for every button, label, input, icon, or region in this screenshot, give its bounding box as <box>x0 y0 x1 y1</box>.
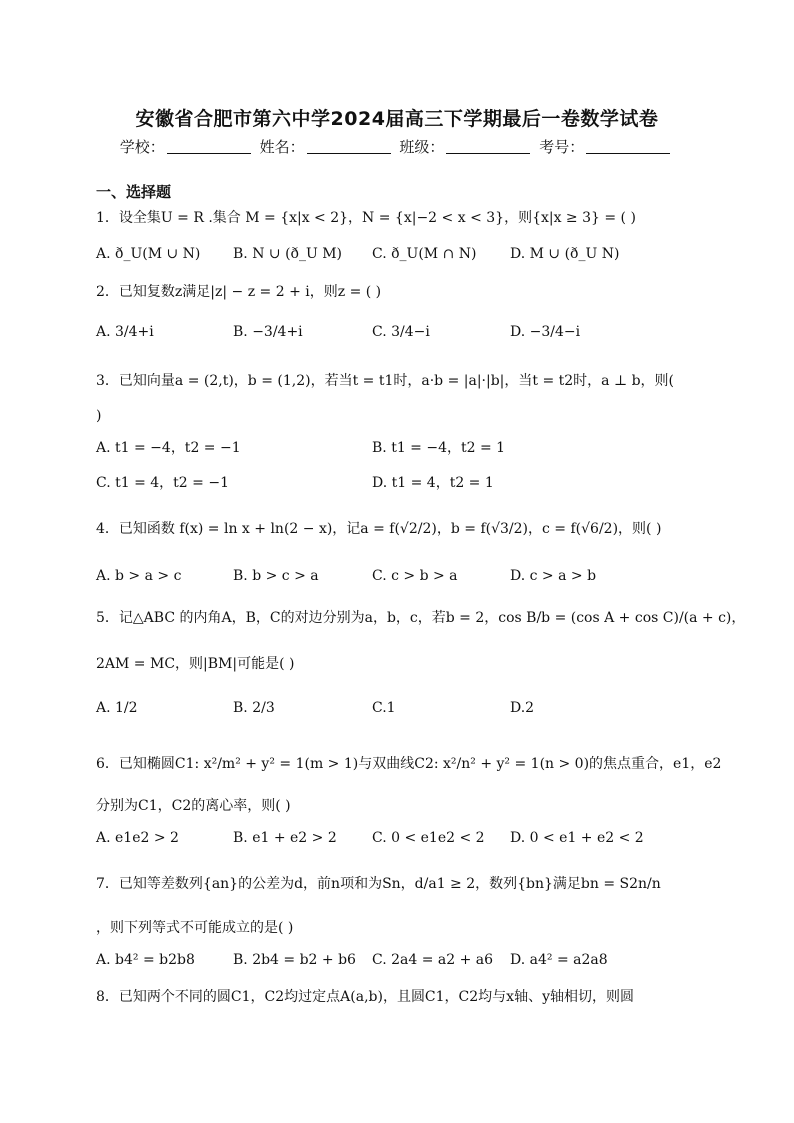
question-2-option-a[interactable]: A. 3/4+i <box>96 324 154 340</box>
question-4-option-a[interactable]: A. b > a > c <box>96 568 182 584</box>
section-heading: 一、选择题 <box>96 183 172 201</box>
question-5-option-c[interactable]: C.1 <box>372 700 396 716</box>
question-7-option-a[interactable]: A. b4² = b2b8 <box>96 952 195 968</box>
question-7-option-b[interactable]: B. 2b4 = b2 + b6 <box>233 952 356 968</box>
number-label: 考号： <box>539 138 585 156</box>
question-5-option-b[interactable]: B. 2/3 <box>233 700 275 716</box>
question-7-stem: 7．已知等差数列{an}的公差为d，前n项和为Sn，d/a1 ≥ 2，数列{bn}满足bn = S2n/n <box>96 876 661 892</box>
exam-title: 安徽省合肥市第六中学2024届高三下学期最后一卷数学试卷 <box>135 108 659 130</box>
question-3-option-d[interactable]: D. t1 = 4，t2 = 1 <box>372 475 494 491</box>
school-label: 学校： <box>119 138 165 156</box>
question-5-option-d[interactable]: D.2 <box>510 700 535 716</box>
question-2-option-b[interactable]: B. −3/4+i <box>233 324 303 340</box>
question-8-stem: 8．已知两个不同的圆C1，C2均过定点A(a,b)，且圆C1，C2均与x轴、y轴相切，则圆 <box>96 989 634 1005</box>
question-1-option-c[interactable]: C. ð_U(M ∩ N) <box>372 246 477 262</box>
question-2-option-c[interactable]: C. 3/4−i <box>372 324 430 340</box>
question-1-option-a[interactable]: A. ð_U(M ∪ N) <box>96 246 201 262</box>
question-6-stem: 6．已知椭圆C1: x²/m² + y² = 1(m > 1)与双曲线C2: x²/n² + y² = 1(n > 0)的焦点重合，e1，e2 <box>96 756 722 772</box>
question-3-option-a[interactable]: A. t1 = −4，t2 = −1 <box>96 440 241 456</box>
question-7-option-c[interactable]: C. 2a4 = a2 + a6 <box>372 952 494 968</box>
school-blank[interactable] <box>167 139 251 154</box>
question-6-option-d[interactable]: D. 0 < e1 + e2 < 2 <box>510 830 644 846</box>
name-label: 姓名： <box>259 138 305 156</box>
question-3-stem-cont: ) <box>96 408 102 424</box>
question-4-stem: 4．已知函数 f(x) = ln x + ln(2 − x)，记a = f(√2/2)，b = f(√3/2)，c = f(√6/2)，则( ) <box>96 521 662 537</box>
number-blank[interactable] <box>586 139 670 154</box>
question-6-option-c[interactable]: C. 0 < e1e2 < 2 <box>372 830 485 846</box>
question-3-option-b[interactable]: B. t1 = −4，t2 = 1 <box>372 440 506 456</box>
class-blank[interactable] <box>446 139 530 154</box>
question-6-stem-cont: 分别为C1，C2的离心率，则( ) <box>96 798 291 814</box>
question-3-option-c[interactable]: C. t1 = 4，t2 = −1 <box>96 475 229 491</box>
question-5-option-a[interactable]: A. 1/2 <box>96 700 138 716</box>
question-1-option-d[interactable]: D. M ∪ (ð_U N) <box>510 246 620 262</box>
question-1-option-b[interactable]: B. N ∪ (ð_U M) <box>233 246 343 262</box>
question-7-stem-cont: ，则下列等式不可能成立的是( ) <box>96 920 294 936</box>
question-2-option-d[interactable]: D. −3/4−i <box>510 324 581 340</box>
class-label: 班级： <box>399 138 445 156</box>
question-1-stem: 1．设全集U = R .集合 M = {x|x < 2}，N = {x|−2 < x < 3}，则{x|x ≥ 3} = ( ) <box>96 210 636 226</box>
question-4-option-d[interactable]: D. c > a > b <box>510 568 597 584</box>
question-7-option-d[interactable]: D. a4² = a2a8 <box>510 952 608 968</box>
question-6-option-a[interactable]: A. e1e2 > 2 <box>96 830 179 846</box>
question-5-stem: 5．记△ABC 的内角A，B，C的对边分别为a，b，c，若b = 2，cos B/b = (cos A + cos C)/(a + c)， <box>96 610 746 626</box>
name-blank[interactable] <box>307 139 391 154</box>
student-info-row <box>0 136 794 157</box>
question-4-option-b[interactable]: B. b > c > a <box>233 568 319 584</box>
question-2-stem: 2．已知复数z满足|z| − z = 2 + i，则z = ( ) <box>96 284 382 300</box>
question-3-stem: 3．已知向量a = (2,t)，b = (1,2)，若当t = t1时，a·b = |a|·|b|，当t = t2时，a ⊥ b，则( <box>96 373 675 389</box>
question-5-stem-cont: 2AM = MC，则|BM|可能是( ) <box>96 656 295 672</box>
question-6-option-b[interactable]: B. e1 + e2 > 2 <box>233 830 337 846</box>
question-4-option-c[interactable]: C. c > b > a <box>372 568 458 584</box>
